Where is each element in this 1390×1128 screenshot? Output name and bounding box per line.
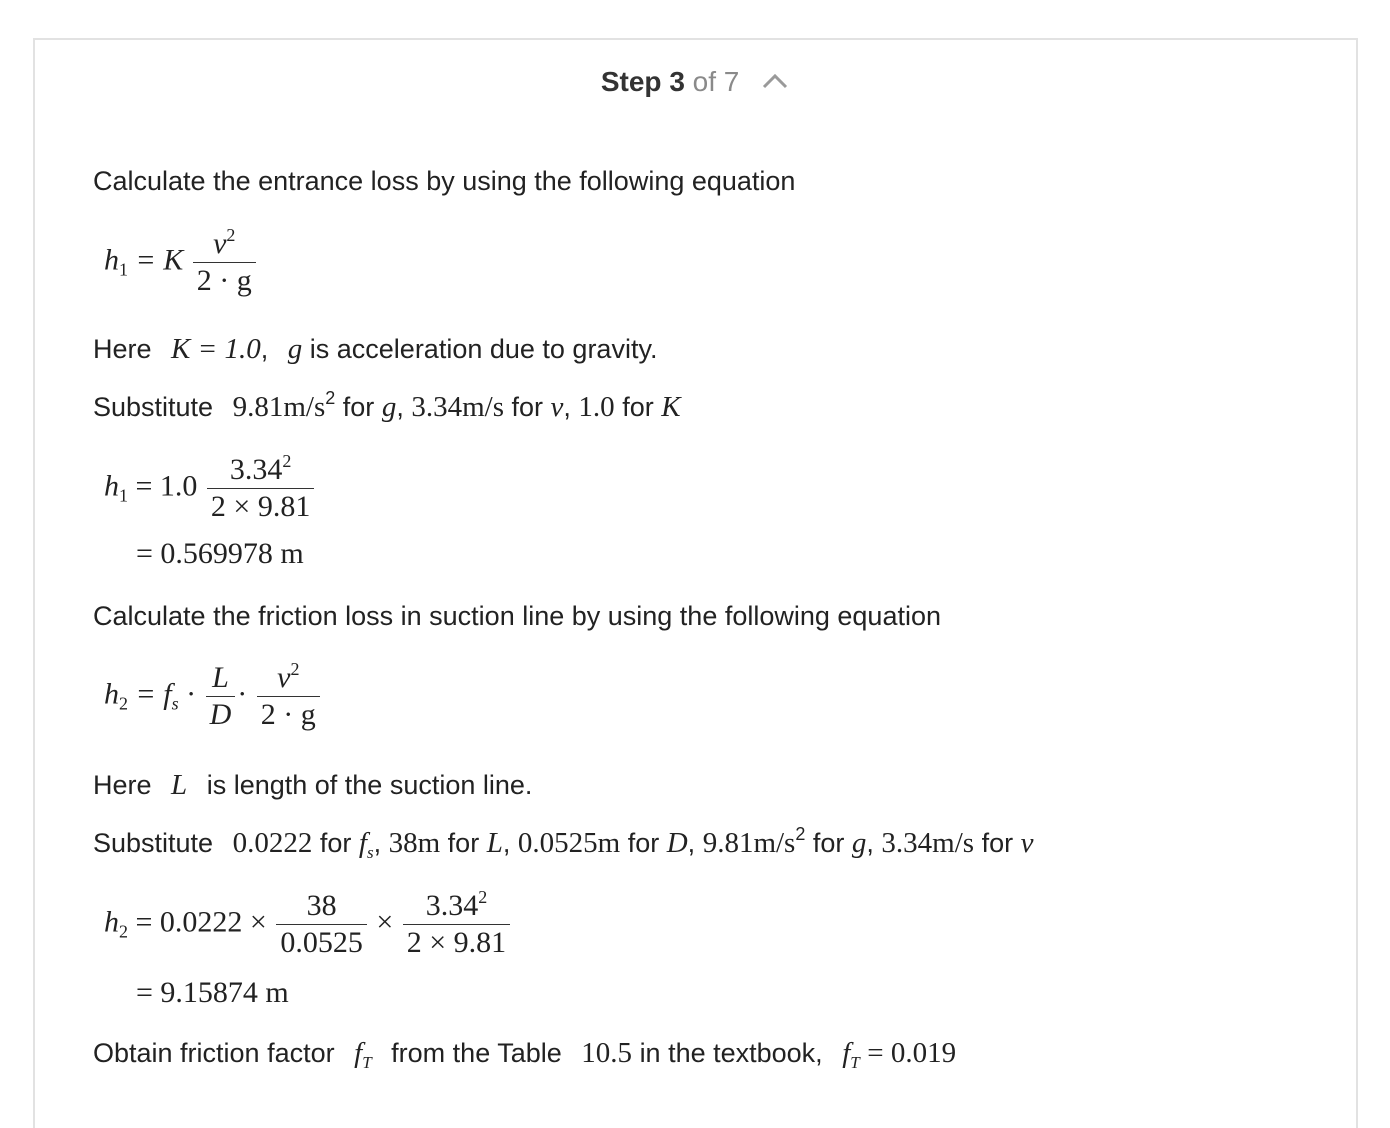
eq2-lhs-sub: 1 [119,485,128,506]
friction-loss-calculation [104,888,512,961]
eq2-num-sup: 2 [282,451,292,471]
eq4-op: = 0.0222 × [135,905,267,939]
p6-m2-sub: s [366,843,374,862]
substitute-line-1: Substitute $9.81m/s^2$ for g, 3.34m/s for v, 1.0 for K [93,388,681,423]
eq1-lhs-sub: 1 [119,259,128,280]
eq4-frac2-sup: 2 [478,887,488,907]
p2-t3: is acceleration due to gravity. [309,334,658,364]
eq3-lhs-sub: 2 [119,693,128,714]
p3-m5: 1.0 [578,391,615,423]
eq3-lhs: h [104,677,119,711]
p6-m7: 9.81m/s [702,827,796,859]
here-k-line: Here K = 1.0, g is acceleration due to gravity. [93,333,658,365]
p3-m1: 9.81m/s [232,391,326,423]
friction-loss-equation: $h_2 = f_s$ · $\frac{L}{D}$ · $\frac{v^2}{2 \cdot g}$ [104,660,322,733]
p2-k-value: K = 1.0 [171,333,261,365]
p6-m7-sup: 2 [795,824,806,844]
step-number: 3 [669,66,685,97]
eq4-times: × [376,905,394,939]
entrance-loss-intro: Calculate the entrance loss by using the following equation [93,166,796,196]
p5-t2: is length of the suction line. [206,770,533,800]
eq3-frac2-num: v [277,661,291,694]
eq2-op: = 1.0 [135,469,198,503]
eq2-num: 3.34 [229,453,283,486]
eq3-op: = f [135,677,172,711]
p6-t5: for [812,828,845,858]
entrance-loss-calculation [104,452,316,525]
p7-t2: from the Table [391,1038,562,1068]
entrance-loss-result: = 0.569978 m [136,537,304,570]
p6-m5: 0.0525m [517,827,621,859]
friction-factor-line [93,1036,956,1070]
eq3-op-sub: s [171,693,179,714]
p6-m9: 3.34m/s [881,827,975,859]
p7-m1: f [354,1037,363,1069]
eq1-den: 2 · g [193,262,256,299]
eq4-fraction-1 [276,888,367,961]
eq3-frac2-sup: 2 [290,659,300,679]
p6-m3: 38m [388,827,441,859]
eq3-frac1-den: D [206,696,236,733]
p3-m1-sup: 2 [325,388,336,408]
p3-m3: 3.34m/s [411,391,504,423]
eq1-num-sup: 2 [226,225,236,245]
p6-m2: f [358,827,367,859]
eq4-frac1-num: 38 [306,889,337,922]
p6-t2: for [319,828,352,858]
eq4-frac1-den: 0.0525 [276,924,367,961]
p7-m3: f [842,1037,851,1069]
eq2-lhs: h [104,469,119,503]
eq2-den: 2 × 9.81 [207,488,314,525]
eq4-lhs: h [104,905,119,939]
eq1-fraction [193,226,256,299]
p6-m10: v [1020,827,1034,859]
p6-m6: D [666,827,688,859]
eq3-frac2-den: 2 · g [257,696,320,733]
p6-m1: 0.0222 [232,827,313,859]
p3-m6: K [661,391,681,423]
p3-m2: g [381,391,397,423]
step-label: Step [600,66,662,97]
p7-m3-sub: T [850,1053,860,1072]
eq1-lhs: h [104,243,119,277]
substitute-line-2: Substitute 0.0222 for $f_s$, 38m for L, 0.0525m for D, $9.81m/s^2$ for g, 3.34m/s for v [93,824,1034,862]
friction-loss-intro: Calculate the friction loss in suction line by using the following equation [93,601,941,631]
p5-t1: Here [93,770,152,800]
eq1-num: v [213,227,227,260]
p6-m4: L [486,827,503,859]
p7-t1: Obtain friction factor [93,1038,335,1068]
eq4-frac2-num: 3.34 [425,889,479,922]
entrance-loss-equation [104,226,258,299]
chevron-up-icon[interactable] [761,63,789,99]
p3-m4: v [550,391,564,423]
p3-t1: Substitute [93,392,214,422]
p6-t1: Substitute [93,828,214,858]
p6-t6: for [981,828,1014,858]
p3-t2: for [342,392,375,422]
p6-t4: for [627,828,660,858]
eq4-frac2-den: 2 × 9.81 [403,924,510,961]
p5-l: L [171,769,188,801]
step-total: of 7 [692,66,740,97]
p2-t1: Here [93,334,152,364]
eq3-frac1-num: L [212,661,229,694]
eq3-fraction-2 [257,660,320,733]
p6-m8: g [851,827,867,859]
p7-table-number: 10.5 [581,1037,633,1069]
eq3-fraction-1 [206,660,236,733]
friction-loss-result: = 9.15874 m [136,976,289,1009]
step-header[interactable] [0,64,1390,100]
here-l-line [93,768,532,802]
eq1-op: = K [135,243,184,277]
solution-card [33,38,1358,1128]
p7-t3: in the textbook, [639,1038,823,1068]
eq4-fraction-2 [403,888,510,961]
eq2-fraction [207,452,314,525]
p3-t4: for [622,392,654,422]
p7-friction-value: = 0.019 [867,1037,957,1069]
p6-t3: for [447,828,480,858]
p2-g: g [287,333,303,365]
p7-m1-sub: T [362,1053,372,1072]
p3-t3: for [511,392,544,422]
eq4-lhs-sub: 2 [119,921,128,942]
